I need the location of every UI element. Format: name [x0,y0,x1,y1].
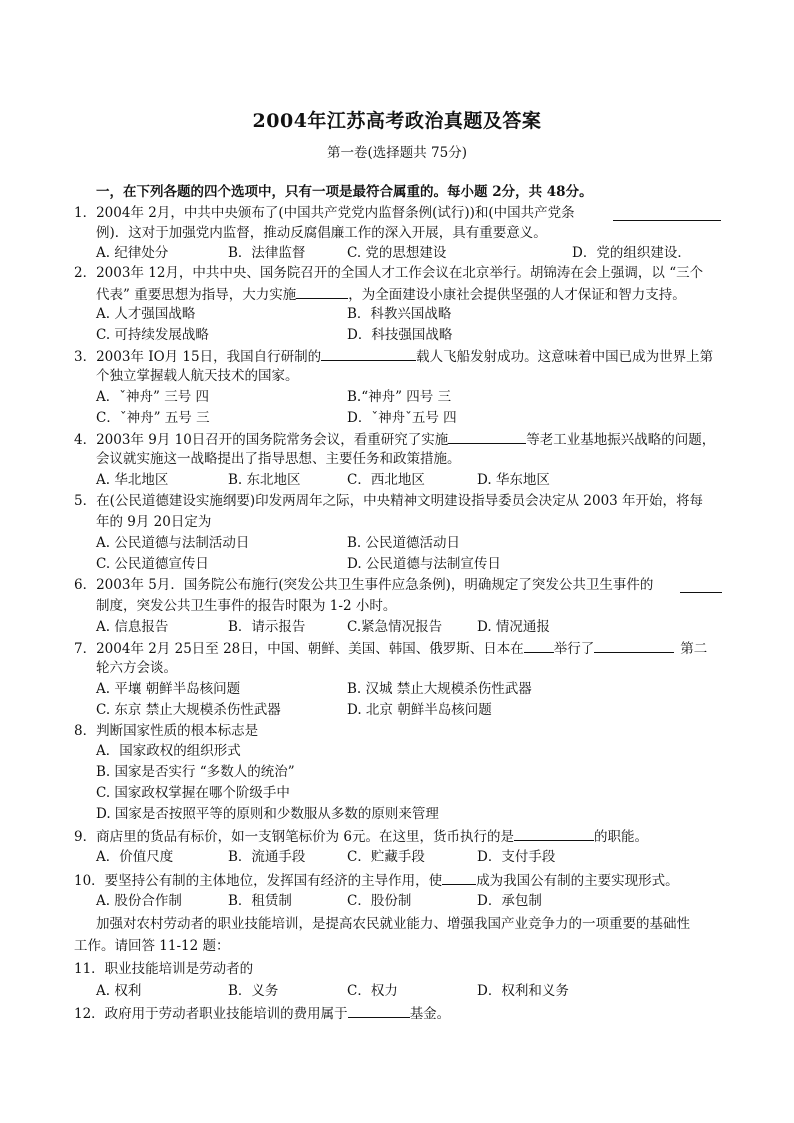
q6-option-c: C.紧急情况报告 [347,619,443,635]
q9-text-b: 的职能。 [593,829,648,845]
q5-option-a: A. 公民道德与法制活动日 [96,535,250,551]
question-10-line-1 [74,870,679,891]
paper-title: 2004年江苏高考政治真题及答案 [252,110,542,132]
q3-option-a: A．ˇ神舟” 三号 四 [96,389,209,405]
q8-option-c: C. 国家政权掌握在哪个阶级手中 [96,785,290,801]
question-1-text: 1．2004年 2月，中共中央颁布了(中国共产党党内监督条例(试行))和(中国共产党条 [74,205,575,221]
q7-option-b: B. 汉城 禁止大规模杀伤性武器 [347,681,532,697]
q11-option-b: B．义务 [228,983,279,999]
question-1-blank [613,206,721,221]
q10-option-d: D．承包制 [477,893,542,909]
q6-option-a: A. 信息报告 [96,619,169,635]
question-7-blank-1 [524,638,554,653]
q10-text-a: 10．要坚持公有制的主体地位，发挥国有经济的主导作用，使 [74,873,443,889]
question-11-line-1: 11．职业技能培训是劳动者的 [74,961,254,977]
q9-option-d: D．支付手段 [477,849,556,865]
q1-option-a: A. 纪律处分 [96,245,169,261]
q12-text-a: 12．政府用于劳动者职业技能培训的费用属于 [74,1006,348,1022]
question-1-line-1 [74,203,575,223]
q4-option-c: C．西北地区 [347,472,425,488]
q8-option-b: B. 国家是否实行 “多数人的统治” [96,764,295,780]
question-4-line-1 [74,429,715,450]
q7-text-c: 第二 [680,641,708,657]
q4-option-a: A. 华北地区 [96,472,169,488]
q4-text-a: 4．2003年 9月 10日召开的国务院常务会议，看重研究了实施 [74,432,449,448]
q5-option-c: C. 公民道德宣传日 [96,556,209,572]
question-12-blank [348,1003,410,1018]
q11-option-c: C．权力 [347,983,398,999]
q7-option-c: C. 东京 禁止大规模杀伤性武器 [96,702,281,718]
q8-option-a: A．国家政权的组织形式 [96,743,241,759]
q2-option-b: B．科教兴国战略 [347,306,452,322]
q9-option-b: B．流通手段 [228,849,306,865]
q3-option-d: D．ˇ神舟ˇ五号 四 [347,410,457,426]
q3-option-c: C．ˇ神舟” 五号 三 [96,410,210,426]
section-heading: 一，在下列各题的四个选项中，只有一项是最符合属重的。每小题 2分，共 48分。 [96,184,593,200]
q5-option-d: D. 公民道德与法制宣传日 [347,556,501,572]
q10-text-b: 成为我国公有制的主要实现形式。 [476,873,679,889]
q2-option-d: D．科技强国战略 [347,327,453,343]
q7-text-b: 举行了 [553,641,595,657]
question-2-line-1: 2．2003年 12月，中共中央、国务院召开的全国人才工作会议在北京举行。胡锦涛在会上强调，以 “三个 [74,265,704,281]
q9-text-a: 9．商店里的货品有标价，如一支钢笔标价为 6元。在这里，货币执行的是 [74,829,514,845]
question-1-line-2: 例)．这对于加强党内监督，推动反腐倡廉工作的深入开展，具有重要意义。 [96,225,547,241]
question-5-line-1: 5．在(公民道德建设实施纲要)印发两周年之际，中央精神文明建设指导委员会决定从 2003 年开始，将每 [74,493,704,509]
passage-line-2: 工作。请回答 11-12 题： [74,938,230,954]
q3-option-b: B.“神舟” 四号 三 [347,389,452,405]
q11-option-d: D．权利和义务 [477,983,569,999]
question-9-blank [514,826,594,841]
q10-option-c: C．股份制 [347,893,412,909]
q8-option-d: D. 国家是否按照平等的原则和少数服从多数的原则来管理 [96,806,439,822]
q4-option-d: D. 华东地区 [477,472,550,488]
paper-subtitle: 第一卷(选择题共 75分) [326,145,467,161]
question-8-line-1: 8．判断国家性质的根本标志是 [74,723,259,739]
q12-text-b: 基金。 [409,1006,451,1022]
q3-text-b: 载人飞船发射成功。这意味着中国已成为世界上第 [416,349,714,365]
q7-option-a: A. 平壤 朝鲜半岛核问题 [96,681,241,697]
question-4-line-2: 会议就实施这一战略提出了指导思想、主要任务和政策措施。 [96,451,461,467]
question-10-blank [442,870,476,885]
question-12-line-1 [74,1003,450,1024]
question-2-blank [296,284,348,299]
question-6-line-1: 6．2003年 5月．国务院公布施行(突发公共卫生事件应急条例)，明确规定了突发公共卫生事件的 [74,577,654,593]
question-3-line-1 [74,346,713,367]
question-7-line-1 [74,638,707,659]
q2-text-a: 代表” 重要思想为指导，大力实施 [96,287,297,303]
q5-option-b: B. 公民道德活动日 [347,535,461,551]
q2-option-a: A. 人才强国战略 [96,306,196,322]
q7-option-d: D. 北京 朝鲜半岛核问题 [347,702,492,718]
q6-option-d: D. 情况通报 [477,619,550,635]
q11-option-a: A. 权利 [96,983,142,999]
question-9-line-1 [74,826,648,847]
q1-option-c: C. 党的思想建设 [347,245,447,261]
q6-option-b: B．请示报告 [228,619,306,635]
question-3-blank [321,346,416,361]
question-7-blank-2 [594,638,674,653]
q1-option-d: D．党的组织建设． [572,245,691,261]
q2-text-b: ，为全面建设小康社会提供坚强的人才保证和智力支持。 [348,287,686,303]
q4-text-b: 等老工业基地振兴战略的问题， [526,432,716,448]
question-6-blank [680,578,722,593]
question-3-line-2: 个独立掌握载人航天技术的国家。 [96,368,299,384]
question-6-line-2: 制度，突发公共卫生事件的报告时限为 1-2 小时。 [96,598,397,614]
q10-option-b: B．租赁制 [228,893,292,909]
q2-option-c: C. 可持续发展战略 [96,327,209,343]
q9-option-a: A．价值尺度 [96,849,174,865]
q9-option-c: C．贮藏手段 [347,849,425,865]
question-4-blank [448,429,526,444]
question-5-line-2: 年的 9月 20日定为 [96,514,212,530]
q3-text-a: 3．2003年 IO月 15日，我国自行研制的 [74,349,322,365]
q1-option-b: B．法律监督 [228,245,306,261]
q7-text-a: 7．2004年 2月 25日至 28日，中国、朝鲜、美国、韩国、俄罗斯、日本在 [74,641,524,657]
question-2-line-2 [96,284,686,305]
question-7-line-2: 轮六方会谈。 [96,660,177,676]
passage-line-1: 加强对农村劳动者的职业技能培训，是提高农民就业能力、增强我国产业竞争力的一项重要的基础性 [96,916,690,932]
q4-option-b: B. 东北地区 [228,472,301,488]
q10-option-a: A. 股份合作制 [96,893,182,909]
